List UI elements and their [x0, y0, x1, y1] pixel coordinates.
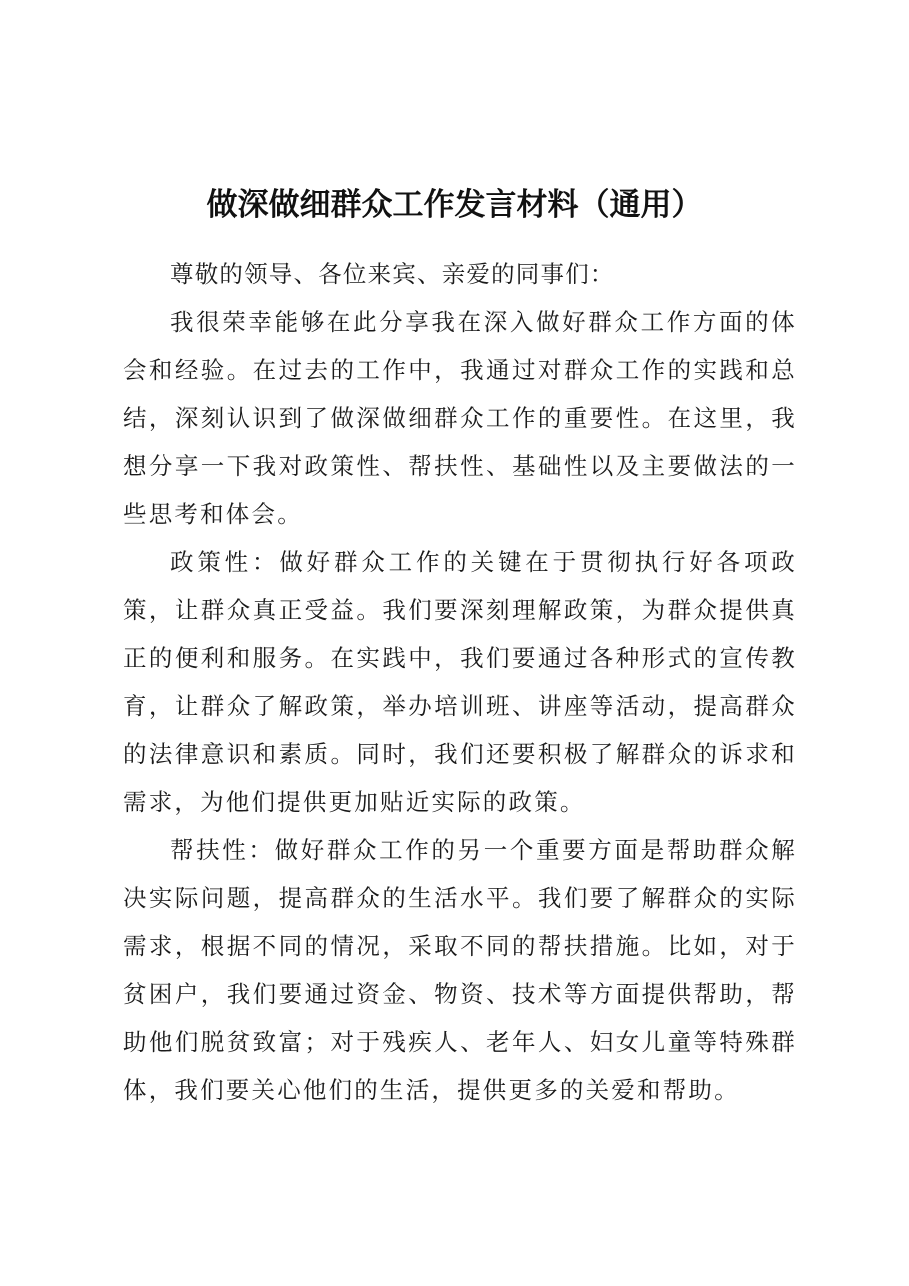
policy-paragraph: 政策性：做好群众工作的关键在于贯彻执行好各项政策，让群众真正受益。我们要深刻理解政策，为群众提供真正的便利和服务。在实践中，我们要通过各种形式的宣传教育，让群众了解政策，举办培训班、讲座等活动，提高群众的法律意识和素质。同时，我们还要积极了解群众的诉求和需求，为他们提供更加贴近实际的政策。	[123, 548, 797, 816]
document-body	[123, 250, 797, 1114]
document-title: 做深做细群众工作发言材料（通用）	[206, 186, 703, 223]
assistance-paragraph: 帮扶性：做好群众工作的另一个重要方面是帮助群众解决实际问题，提高群众的生活水平。我们要了解群众的实际需求，根据不同的情况，采取不同的帮扶措施。比如，对于贫困户，我们要通过资金、物资、技术等方面提供帮助，帮助他们脱贫致富；对于残疾人、老年人、妇女儿童等特殊群体，我们要关心他们的生活，提供更多的关爱和帮助。	[123, 836, 797, 1104]
salutation-paragraph: 尊敬的领导、各位来宾、亲爱的同事们：	[170, 260, 615, 288]
intro-paragraph: 我很荣幸能够在此分享我在深入做好群众工作方面的体会和经验。在过去的工作中，我通过对群众工作的实践和总结，深刻认识到了做深做细群众工作的重要性。在这里，我想分享一下我对政策性、帮扶性、基础性以及主要做法的一些思考和体会。	[123, 308, 797, 528]
